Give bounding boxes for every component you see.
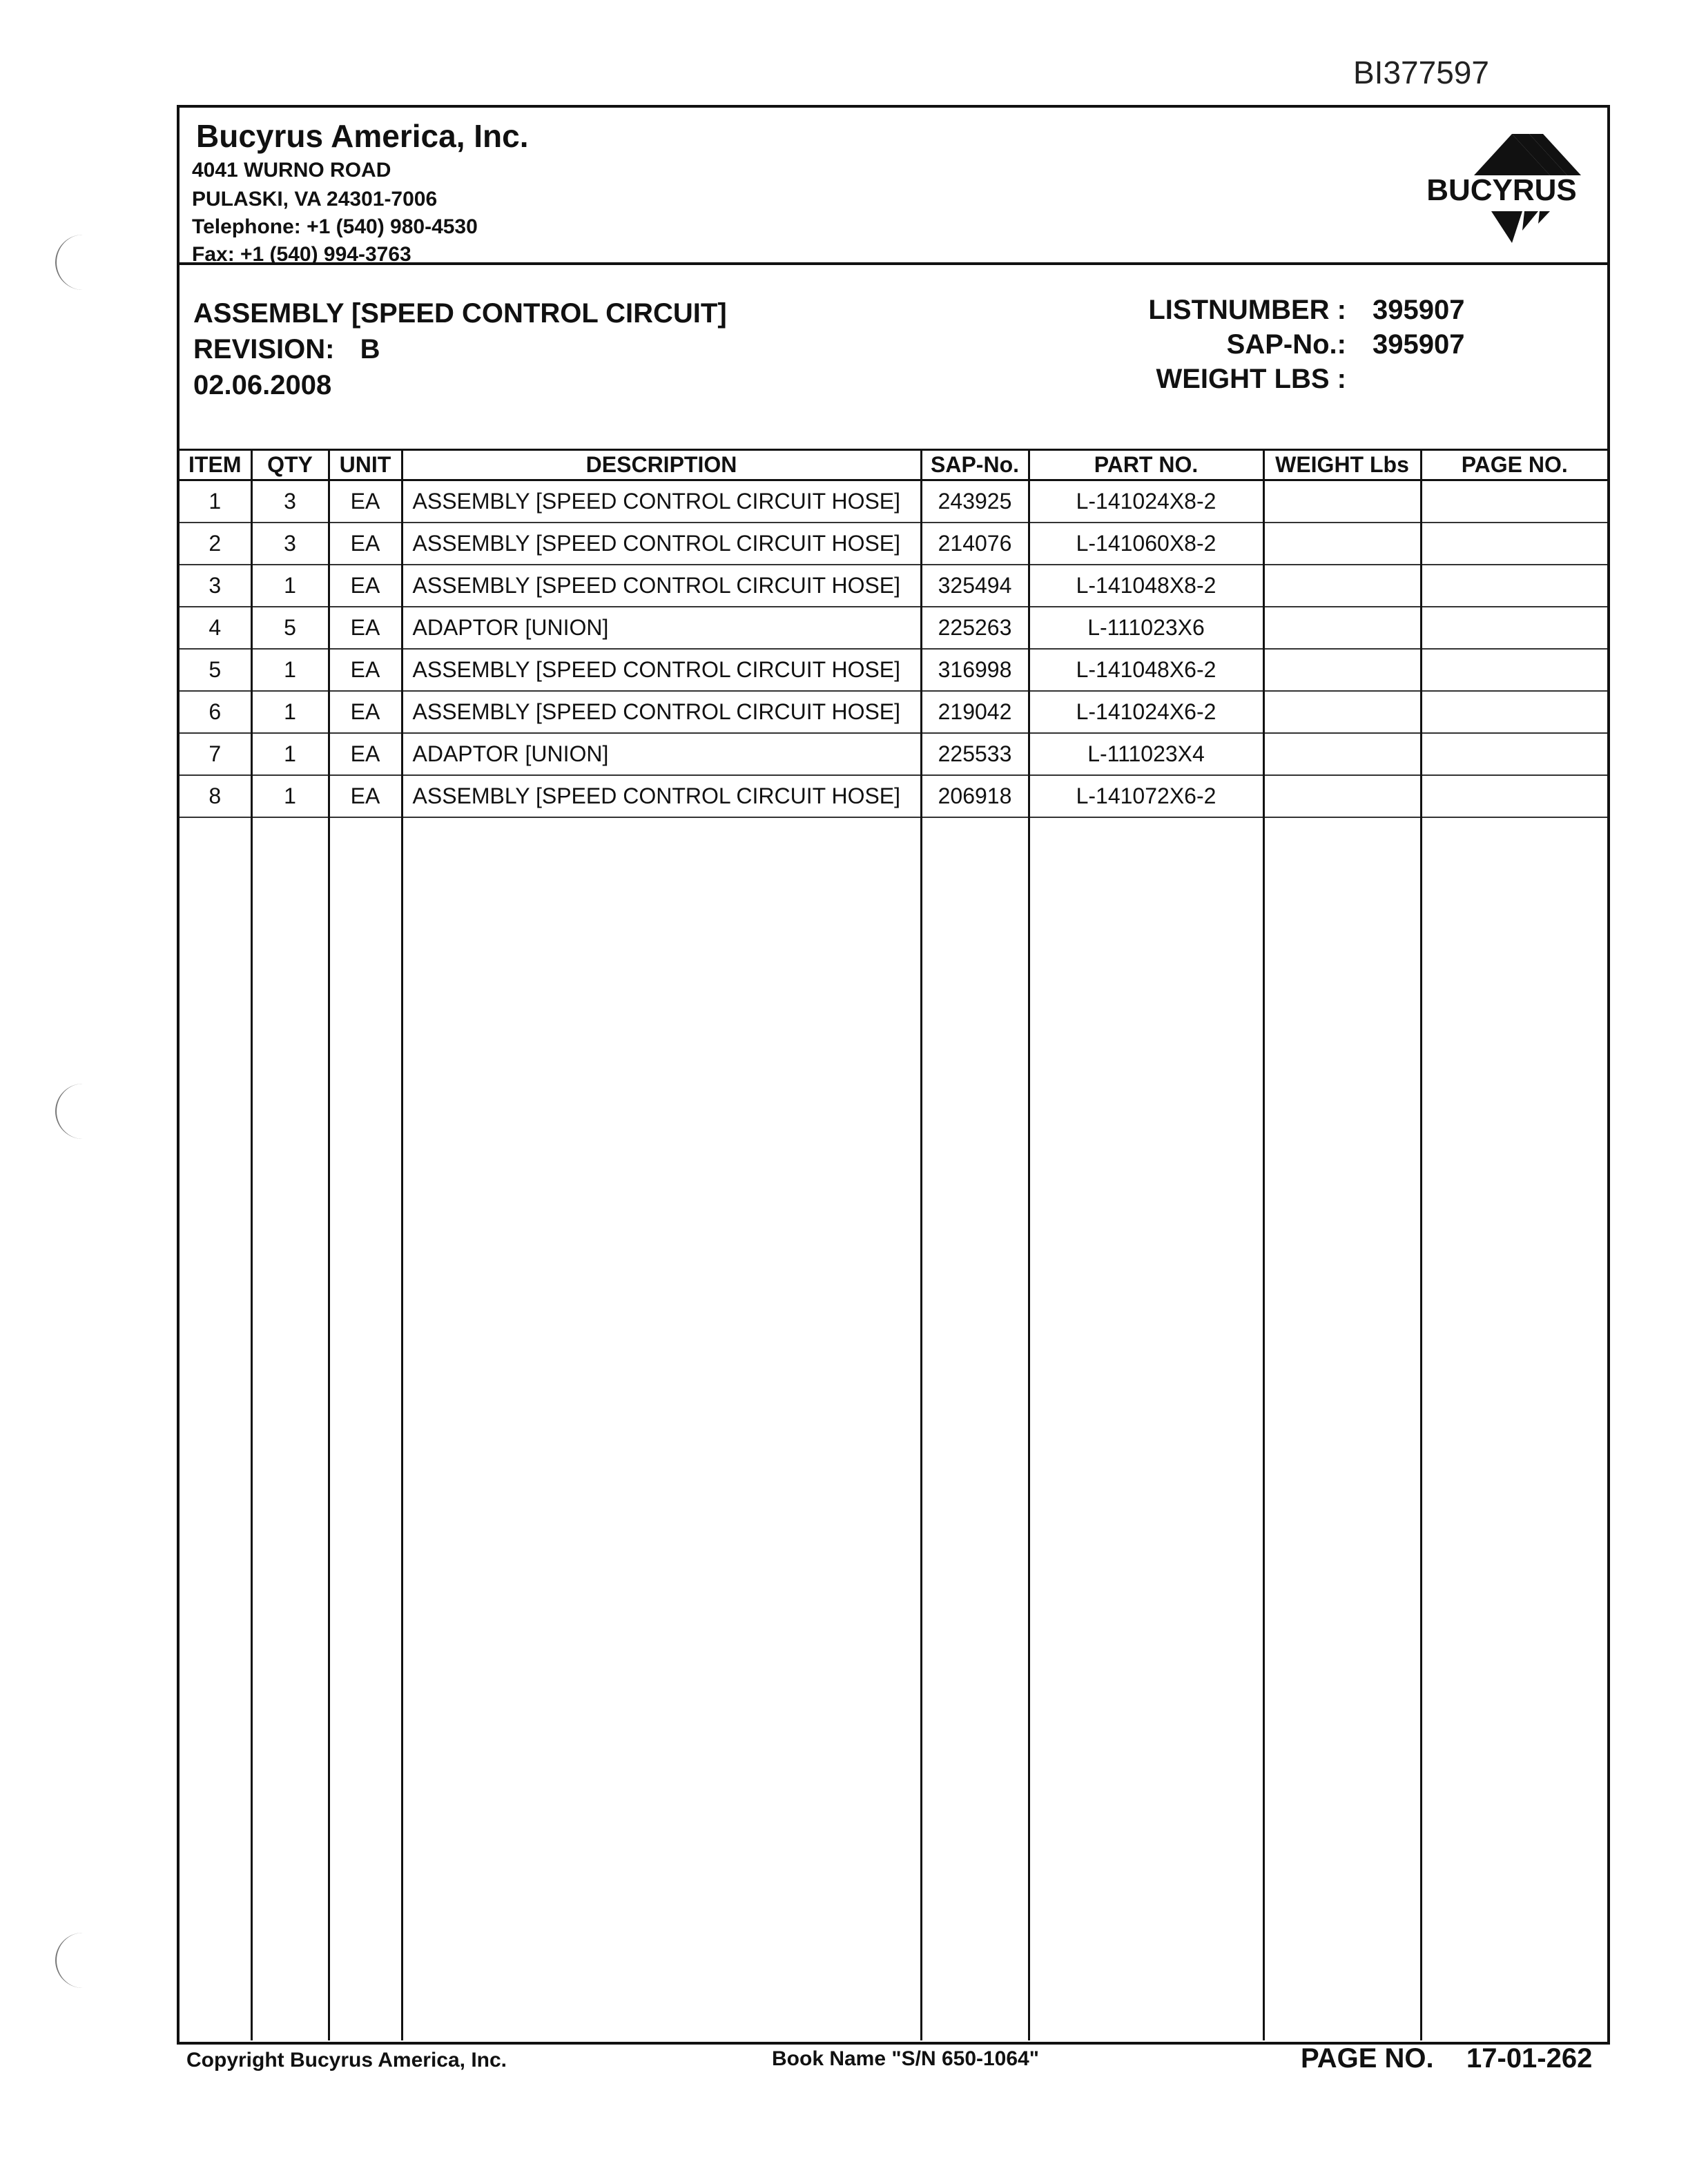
cell-sap-no: 219042	[921, 691, 1029, 733]
page-number-value: 17-01-262	[1466, 2043, 1593, 2074]
company-header	[180, 108, 1607, 265]
empty-cell	[402, 817, 921, 2041]
cell-page-no	[1421, 691, 1607, 733]
bucyrus-logo	[1408, 127, 1595, 251]
sap-number-value: 395907	[1373, 329, 1465, 360]
table-row	[180, 649, 1607, 691]
cell-unit: EA	[329, 733, 402, 775]
cell-qty: 5	[251, 607, 329, 649]
cell-description: ADAPTOR [UNION]	[402, 607, 921, 649]
column-header-qty: QTY	[251, 450, 329, 480]
sap-number-label: SAP-No.:	[1226, 329, 1346, 360]
table-header-row	[180, 450, 1607, 480]
empty-cell	[251, 817, 329, 2041]
cell-item: 7	[180, 733, 251, 775]
punch-hole-mark	[55, 1933, 84, 1988]
cell-unit: EA	[329, 649, 402, 691]
cell-unit: EA	[329, 523, 402, 565]
empty-cell	[1029, 817, 1263, 2041]
cell-page-no	[1421, 480, 1607, 523]
cell-qty: 3	[251, 523, 329, 565]
copyright-notice: Copyright Bucyrus America, Inc.	[186, 2049, 507, 2071]
cell-page-no	[1421, 775, 1607, 817]
cell-sap-no: 325494	[921, 565, 1029, 607]
cell-item: 5	[180, 649, 251, 691]
cell-description: ASSEMBLY [SPEED CONTROL CIRCUIT HOSE]	[402, 691, 921, 733]
cell-part-no: L-111023X4	[1029, 733, 1263, 775]
cell-unit: EA	[329, 607, 402, 649]
company-telephone: Telephone: +1 (540) 980-4530	[192, 215, 478, 238]
cell-sap-no: 206918	[921, 775, 1029, 817]
cell-weight	[1263, 480, 1421, 523]
assembly-date: 02.06.2008	[193, 370, 332, 400]
bucyrus-logo-icon	[1408, 127, 1595, 251]
listnumber-value: 395907	[1373, 295, 1465, 325]
cell-weight	[1263, 733, 1421, 775]
punch-hole-mark	[55, 1084, 84, 1139]
empty-cell	[180, 817, 251, 2041]
cell-part-no: L-141024X6-2	[1029, 691, 1263, 733]
cell-qty: 1	[251, 775, 329, 817]
table-row	[180, 733, 1607, 775]
cell-weight	[1263, 607, 1421, 649]
cell-sap-no: 316998	[921, 649, 1029, 691]
cell-description: ASSEMBLY [SPEED CONTROL CIRCUIT HOSE]	[402, 565, 921, 607]
cell-item: 6	[180, 691, 251, 733]
cell-weight	[1263, 775, 1421, 817]
cell-description: ADAPTOR [UNION]	[402, 733, 921, 775]
cell-weight	[1263, 523, 1421, 565]
table-empty-area	[180, 817, 1607, 2041]
cell-qty: 1	[251, 733, 329, 775]
cell-description: ASSEMBLY [SPEED CONTROL CIRCUIT HOSE]	[402, 523, 921, 565]
parts-table	[180, 449, 1607, 2040]
document-id: BI377597	[1353, 55, 1489, 90]
revision-label: REVISION:	[193, 334, 335, 364]
page-number-label: PAGE NO.	[1301, 2043, 1434, 2074]
cell-weight	[1263, 691, 1421, 733]
cell-sap-no: 243925	[921, 480, 1029, 523]
cell-part-no: L-141060X8-2	[1029, 523, 1263, 565]
column-header-description: DESCRIPTION	[402, 450, 921, 480]
table-row	[180, 480, 1607, 523]
table-row	[180, 775, 1607, 817]
cell-part-no: L-111023X6	[1029, 607, 1263, 649]
cell-page-no	[1421, 565, 1607, 607]
column-header-weight: WEIGHT Lbs	[1263, 450, 1421, 480]
listnumber-label: LISTNUMBER :	[1148, 295, 1346, 325]
table-row	[180, 523, 1607, 565]
cell-part-no: L-141048X8-2	[1029, 565, 1263, 607]
column-header-page-no: PAGE NO.	[1421, 450, 1607, 480]
empty-cell	[1263, 817, 1421, 2041]
cell-description: ASSEMBLY [SPEED CONTROL CIRCUIT HOSE]	[402, 649, 921, 691]
cell-qty: 1	[251, 565, 329, 607]
cell-page-no	[1421, 733, 1607, 775]
column-header-unit: UNIT	[329, 450, 402, 480]
cell-page-no	[1421, 649, 1607, 691]
table-row	[180, 607, 1607, 649]
column-header-item: ITEM	[180, 450, 251, 480]
table-row	[180, 691, 1607, 733]
assembly-title-block	[180, 265, 1607, 451]
assembly-title: ASSEMBLY [SPEED CONTROL CIRCUIT]	[193, 298, 727, 329]
company-name: Bucyrus America, Inc.	[196, 118, 529, 154]
cell-item: 3	[180, 565, 251, 607]
company-address-line2: PULASKI, VA 24301-7006	[192, 188, 438, 211]
page-footer	[0, 2043, 1697, 2087]
cell-weight	[1263, 649, 1421, 691]
cell-qty: 1	[251, 649, 329, 691]
weight-label: WEIGHT LBS :	[1156, 364, 1346, 394]
cell-item: 8	[180, 775, 251, 817]
cell-unit: EA	[329, 480, 402, 523]
cell-description: ASSEMBLY [SPEED CONTROL CIRCUIT HOSE]	[402, 480, 921, 523]
empty-cell	[1421, 817, 1607, 2041]
logo-text: BUCYRUS	[1426, 173, 1577, 207]
column-header-sap-no: SAP-No.	[921, 450, 1029, 480]
cell-unit: EA	[329, 775, 402, 817]
revision-value: B	[360, 334, 380, 364]
cell-part-no: L-141024X8-2	[1029, 480, 1263, 523]
weight-value	[1346, 362, 1490, 396]
cell-page-no	[1421, 523, 1607, 565]
book-name: Book Name "S/N 650-1064"	[772, 2047, 1039, 2070]
cell-unit: EA	[329, 565, 402, 607]
cell-item: 1	[180, 480, 251, 523]
empty-cell	[921, 817, 1029, 2041]
cell-sap-no: 225263	[921, 607, 1029, 649]
cell-sap-no: 225533	[921, 733, 1029, 775]
cell-weight	[1263, 565, 1421, 607]
table-row	[180, 565, 1607, 607]
cell-qty: 3	[251, 480, 329, 523]
cell-unit: EA	[329, 691, 402, 733]
parts-list-frame	[177, 105, 1610, 2045]
cell-qty: 1	[251, 691, 329, 733]
cell-sap-no: 214076	[921, 523, 1029, 565]
cell-item: 2	[180, 523, 251, 565]
company-fax: Fax: +1 (540) 994-3763	[192, 243, 411, 266]
cell-part-no: L-141048X6-2	[1029, 649, 1263, 691]
cell-part-no: L-141072X6-2	[1029, 775, 1263, 817]
cell-item: 4	[180, 607, 251, 649]
cell-description: ASSEMBLY [SPEED CONTROL CIRCUIT HOSE]	[402, 775, 921, 817]
empty-cell	[329, 817, 402, 2041]
cell-page-no	[1421, 607, 1607, 649]
column-header-part-no: PART NO.	[1029, 450, 1263, 480]
punch-hole-mark	[55, 235, 84, 290]
company-address-line1: 4041 WURNO ROAD	[192, 159, 391, 182]
